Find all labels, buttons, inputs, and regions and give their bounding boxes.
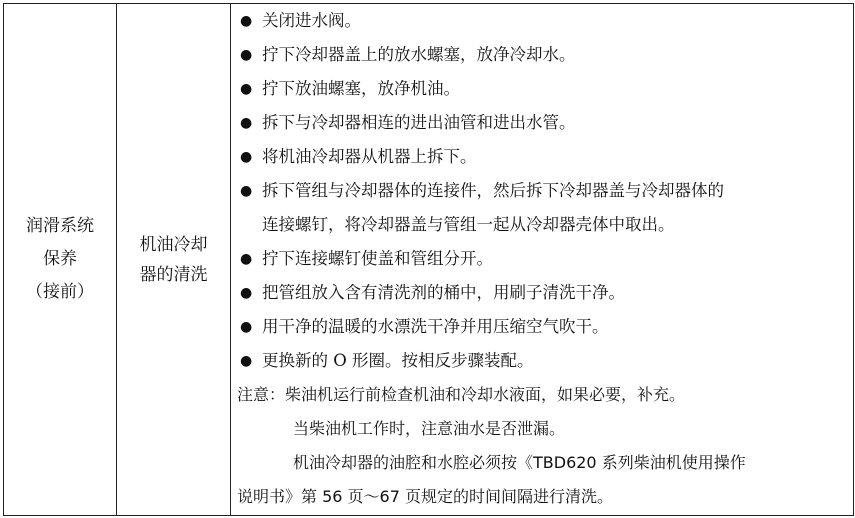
list-item (231, 174, 853, 242)
step-text: 拧下冷却器盖上的放水螺塞，放净冷却水。 (262, 45, 576, 64)
bullet-icon: ● (240, 81, 253, 97)
note-line-2: 当柴油机工作时，注意油水是否泄漏。 (293, 419, 566, 438)
bullet-icon: ● (240, 115, 253, 131)
list-item (231, 106, 853, 140)
bullet-icon: ● (240, 183, 253, 199)
step-text: 拧下连接螺钉使盖和管组分开。 (262, 249, 493, 268)
steps-list (231, 4, 853, 378)
list-item (231, 276, 853, 310)
step-text: 拧下放油螺塞，放净机油。 (262, 79, 460, 98)
item-cell (117, 4, 231, 516)
step-text: 关闭进水阀。 (262, 11, 361, 30)
category-line-2: 保养 (43, 249, 77, 269)
bullet-icon: ● (240, 353, 253, 369)
step-text: 更换新的 O 形圈。按相反步骤装配。 (262, 351, 534, 370)
list-item (231, 344, 853, 378)
bullet-icon: ● (240, 149, 253, 165)
item-line-2: 器的清洗 (139, 264, 208, 285)
step-text: 拆下与冷却器相连的进出油管和进出水管。 (262, 113, 576, 132)
maintenance-table (3, 3, 854, 516)
category-line-1: 润滑系统 (26, 216, 94, 236)
table-row (4, 4, 854, 516)
step-text: 拆下管组与冷却器体的连接件，然后拆下冷却器盖与冷却器体的 (262, 181, 724, 200)
bullet-icon: ● (240, 13, 253, 29)
category-cell (4, 4, 117, 516)
note-line-1: 注意：柴油机运行前检查机油和冷却水液面，如果必要，补充。 (237, 385, 686, 404)
list-item (231, 38, 853, 72)
list-item (231, 140, 853, 174)
list-item (231, 310, 853, 344)
step-text-continued: 连接螺钉，将冷却器盖与管组一起从冷却器壳体中取出。 (262, 215, 675, 234)
bullet-icon: ● (240, 285, 253, 301)
list-item (231, 4, 853, 38)
step-text: 把管组放入含有清洗剂的桶中，用刷子清洗干净。 (262, 283, 625, 302)
category-line-3: （接前） (26, 282, 94, 302)
notes-block (231, 378, 853, 514)
item-line-1: 机油冷却 (139, 234, 208, 255)
steps-cell (231, 4, 854, 516)
step-text: 用干净的温暖的水漂洗干净并用压缩空气吹干。 (262, 317, 609, 336)
note-line-3: 机油冷却器的油腔和水腔必须按《TBD620 系列柴油机使用操作 (293, 453, 746, 472)
note-line-4: 说明书》第 56 页～67 页规定的时间间隔进行清洗。 (237, 487, 613, 506)
step-text: 将机油冷却器从机器上拆下。 (262, 147, 477, 166)
bullet-icon: ● (240, 251, 253, 267)
bullet-icon: ● (240, 47, 253, 63)
list-item (231, 242, 853, 276)
bullet-icon: ● (240, 319, 253, 335)
list-item (231, 72, 853, 106)
